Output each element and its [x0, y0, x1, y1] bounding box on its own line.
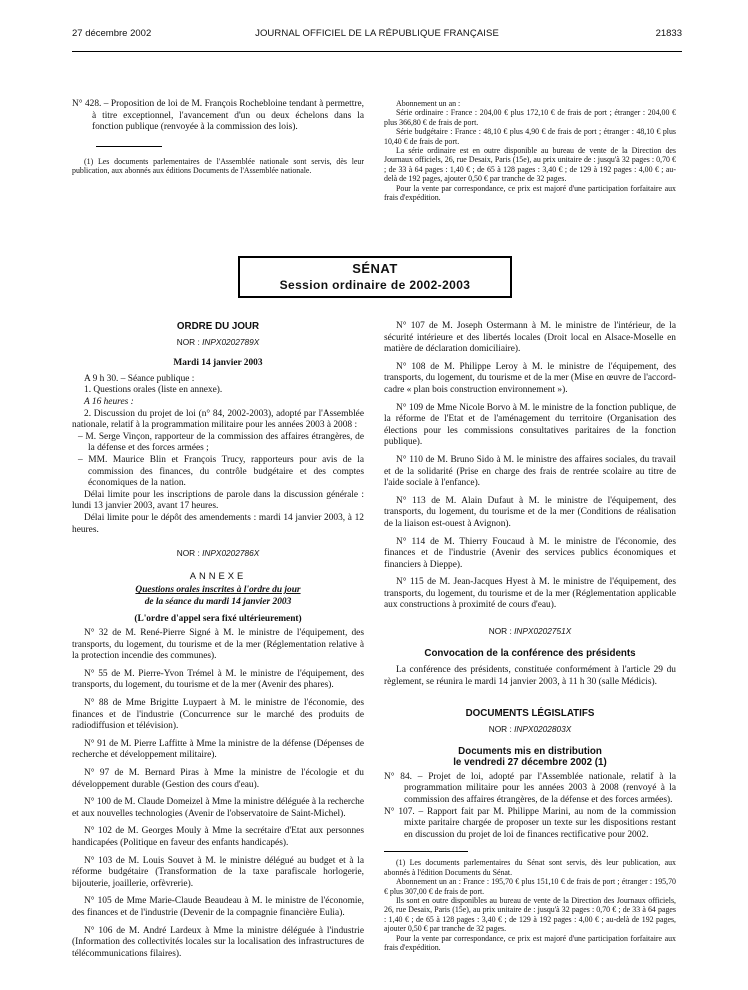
documents-nor-label: NOR : [488, 724, 512, 735]
convocation-nor-code: INPX0202751X [514, 626, 572, 637]
header-date: 27 décembre 2002 [72, 28, 152, 39]
page-header [72, 20, 682, 54]
documents-subtitle-2: le vendredi 27 décembre 2002 (1) [453, 757, 607, 769]
footnote-correspondance: Pour la vente par correspondance, ce prix est majoré d'une participation forfaitaire aux frais d'expédition. [384, 933, 676, 953]
question-item: N° 88 de Mme Brigitte Luypaert à M. le ministre de l'économie, des finances et de l'industrie (Concurrence sur le marché des produits de radiodiffusion et télévision). [72, 698, 364, 732]
rapporteur-vincon: – M. Serge Vinçon, rapporteur de la commission des affaires étrangères, de la défense et des forces armées ; [78, 431, 364, 454]
senat-title-box [238, 256, 512, 298]
header-rule [72, 51, 682, 52]
time-16h: A 16 heures : [84, 396, 134, 407]
serie-ordinaire: Série ordinaire : France : 204,00 € plus 172,10 € de frais de port ; étranger : 204,00 € plus 366,80 € de frais de port. [384, 108, 676, 127]
nor-line [72, 337, 364, 349]
document-84: N° 84. – Projet de loi, adopté par l'Assemblée nationale, relatif à la programmation militaire pour les années 2003 à 2008 (renvoyé à la commission des affaires étrangères, de la défense et des forces armées). [384, 771, 676, 805]
annexe-nor-line [72, 548, 364, 560]
item-questions-orales: 1. Questions orales (liste en annexe). [84, 385, 223, 396]
page-number: 21833 [655, 28, 682, 39]
vente-info: La série ordinaire est en outre disponible au bureau de vente de la Direction des Journaux officiels, 26, rue Desaix, Paris (15e), au prix unitaire de : jusqu'à 32 pages : 0,70 € ; de 33 à 64 pages : 1,40 € ; de 65 à 128 pages : 3,40 € ; de 129 à 192 pages : 4,00 € ; au-delà de 192 pages, ajouter 0,50 € par tranche de 32 pages. [384, 146, 676, 184]
documents-subtitle-1: Documents mis en distribution [458, 745, 602, 757]
correspondance-info: Pour la vente par correspondance, ce prix est majoré d'une participation forfaitaire aux frais d'expédition. [384, 183, 676, 203]
footnote-abonnement: Abonnement un an : France : 195,70 € plus 151,10 € de frais de port ; étranger : 195,70 € plus 307,00 € de frais de port. [384, 877, 676, 896]
item-discussion: 2. Discussion du projet de loi (n° 84, 2002-2003), adopté par l'Assemblée nationale, relatif à la programmation militaire pour les années 2003 à 2008 : [72, 408, 364, 431]
annexe-nor-label: NOR : [176, 548, 200, 559]
documents-footnote-rule [384, 851, 468, 852]
documents-title: DOCUMENTS LÉGISLATIFS [465, 708, 595, 720]
document-107: N° 107. – Rapport fait par M. Philippe Marini, au nom de la commission mixte paritaire chargée de proposer un texte sur les dispositions restant en discussion du projet de loi de finances rectificative pour 2002. [384, 806, 676, 840]
delai-inscriptions: Délai limite pour les inscriptions de parole dans la discussion générale : lundi 13 janvier 2003, avant 17 heures. [72, 489, 364, 512]
journal-title: JOURNAL OFFICIEL DE LA RÉPUBLIQUE FRANÇAISE [255, 28, 499, 39]
serie-budgetaire: Série budgétaire : France : 48,10 € plus 4,90 € de frais de port ; étranger : 48,10 € plus 10,40 € de frais de port. [384, 127, 676, 146]
footnote-senat: (1) Les documents parlementaires du Sénat sont servis, dès leur publication, aux abonnés à l'édition Documents du Sénat. [384, 858, 676, 877]
annexe-subtitle-1 [72, 585, 364, 597]
ordre-du-jour-title: ORDRE DU JOUR [176, 321, 260, 332]
question-item: N° 110 de M. Bruno Sido à M. le ministre des affaires sociales, du travail et de la solidarité (Prise en charge des frais de rentrée scolaire au titre de l'aide sociale à l'enfance). [384, 454, 676, 489]
annexe-nor-code: INPX0202786X [202, 548, 260, 559]
documents-nor-code: INPX0202803X [514, 724, 572, 735]
question-item: N° 108 de M. Philippe Leroy à M. le ministre de l'équipement, des transports, du logement, du tourisme et de la mer (Mise en œuvre de l'accord-cadre « plan bois construction environnement »). [384, 361, 676, 395]
ordre-appel-note: (L'ordre d'appel sera fixé ultérieurement) [134, 614, 302, 625]
nor-label: NOR : [176, 336, 200, 347]
question-item: N° 115 de M. Jean-Jacques Hyest à M. le ministre de l'équipement, des transports, du logement, du tourisme et de la mer (Réglementation applicable aux constructions à proximité de cours d'eau). [384, 577, 676, 611]
question-item: N° 109 de Mme Nicole Borvo à M. le ministre de la fonction publique, de la réforme de l'Etat et de l'aménagement du territoire (Organisation des élections pour les commissions consultatives paritaires de la fonction publique). [384, 402, 676, 448]
question-item: N° 97 de M. Bernard Piras à Mme la ministre de l'écologie et du développement durable (Gestion des cours d'eau). [72, 768, 364, 790]
top-right-block [384, 99, 676, 202]
documents-nor-line [384, 724, 676, 736]
nor-code: INPX0202789X [202, 336, 260, 347]
footnote-an: (1) Les documents parlementaires de l'Assemblée nationale sont servis, dès leur publication, aux abonnés aux éditions Documents de l'Assemblée nationale. [72, 156, 364, 176]
question-item: N° 32 de M. René-Pierre Signé à M. le ministre de l'équipement, des transports, du logement, du tourisme et de la mer (Réglementation relative à la protection incendie des communes). [72, 628, 364, 662]
question-item: N° 113 de M. Alain Dufaut à M. le ministre de l'équipement, des transports, du logement, du tourisme et de la mer (Conditions de réalisation de la liaison est-ouest à Avignon). [384, 495, 676, 529]
question-item: N° 103 de M. Louis Souvet à M. le ministre délégué au budget et à la réforme budgétaire (Transformation de la taxe parafiscale horlogerie, bijouterie, joaillerie, orfèvrerie). [72, 855, 364, 889]
annexe-subtitle-2: de la séance du mardi 14 janvier 2003 [144, 596, 292, 607]
question-item: N° 91 de M. Pierre Laffitte à Mme la ministre de la défense (Dépenses de recherche et développement militaire). [72, 738, 364, 761]
footnote-vente: Ils sont en outre disponibles au bureau de vente de la Direction des Journaux officiels, 26, rue Desaix, Paris (15e), au prix unitaire de : jusqu'à 32 pages : 0,70 € ; de 33 à 64 pages : 1,40 € ; de 65 à 128 pages : 3,40 € ; de 129 à 192 pages : 4,00 € ; au-delà de 192 pages, ajouter 0,50 € par tranche de 32 pages. [384, 896, 676, 934]
convocation-nor-line [384, 626, 676, 638]
session-subtitle: Session ordinaire de 2002-2003 [279, 278, 471, 292]
question-item: N° 107 de M. Joseph Ostermann à M. le ministre de l'intérieur, de la sécurité intérieure et des libertés locales (Droit local en Alsace-Moselle en matière de déclaration domiciliaire). [384, 321, 676, 355]
convocation-text: La conférence des présidents, constituée conformément à l'article 29 du règlement, se réunira le mardi 14 janvier 2003, à 11 h 30 (salle Médicis). [384, 665, 676, 687]
delai-amendements: Délai limite pour le dépôt des amendements : mardi 14 janvier 2003, à 12 heures. [72, 512, 364, 535]
seance-time: A 9 h 30. – Séance publique : [84, 373, 195, 384]
abonnement-label: Abonnement un an : [396, 99, 461, 108]
question-item: N° 55 de M. Pierre-Yvon Trémel à M. le ministre de l'équipement, des transports, du logement, du tourisme et de la mer (Avenir des phares). [72, 668, 364, 691]
annexe-subtitle-1-text: Questions orales inscrites à l'ordre du jour [135, 585, 301, 596]
seance-date: Mardi 14 janvier 2003 [173, 358, 263, 369]
top-left-block [72, 99, 364, 176]
right-column [384, 321, 676, 952]
footnote-rule [96, 146, 162, 147]
item-428: N° 428. – Proposition de loi de M. François Rochebloine tendant à permettre, à titre exceptionnel, l'avancement d'un ou deux échelons dans la fonction publique (renvoyée à la commission des lois). [72, 99, 364, 133]
senat-title: SÉNAT [352, 261, 398, 276]
question-item: N° 102 de M. Georges Mouly à Mme la secrétaire d'Etat aux personnes handicapées (Politique en faveur des enfants handicapés). [72, 826, 364, 848]
question-item: N° 105 de Mme Marie-Claude Beaudeau à M. le ministre de l'économie, des finances et de l'industrie (Devenir de la compagnie financière Eulia). [72, 896, 364, 918]
convocation-nor-label: NOR : [488, 626, 512, 637]
convocation-title: Convocation de la conférence des présidents [424, 647, 636, 659]
question-item: N° 100 de M. Claude Domeizel à Mme la ministre déléguée à la recherche et aux nouvelles technologies (Avenir de l'observatoire de Saint-Michel). [72, 797, 364, 819]
rapporteurs-avis: – MM. Maurice Blin et François Trucy, rapporteurs pour avis de la commission des finances, du contrôle budgétaire et des comptes économiques de la nation. [78, 454, 364, 489]
question-item: N° 106 de M. André Lardeux à Mme la ministre déléguée à l'industrie (Information des collectivités locales sur la localisation des infrastructures de télécommunications filaires). [72, 925, 364, 959]
left-column [72, 321, 364, 960]
question-item: N° 114 de M. Thierry Foucaud à M. le ministre de l'économie, des finances et de l'industrie (Avenir des services publics économiques et financiers à Dieppe). [384, 536, 676, 570]
annexe-title: ANNEXE [189, 569, 247, 581]
